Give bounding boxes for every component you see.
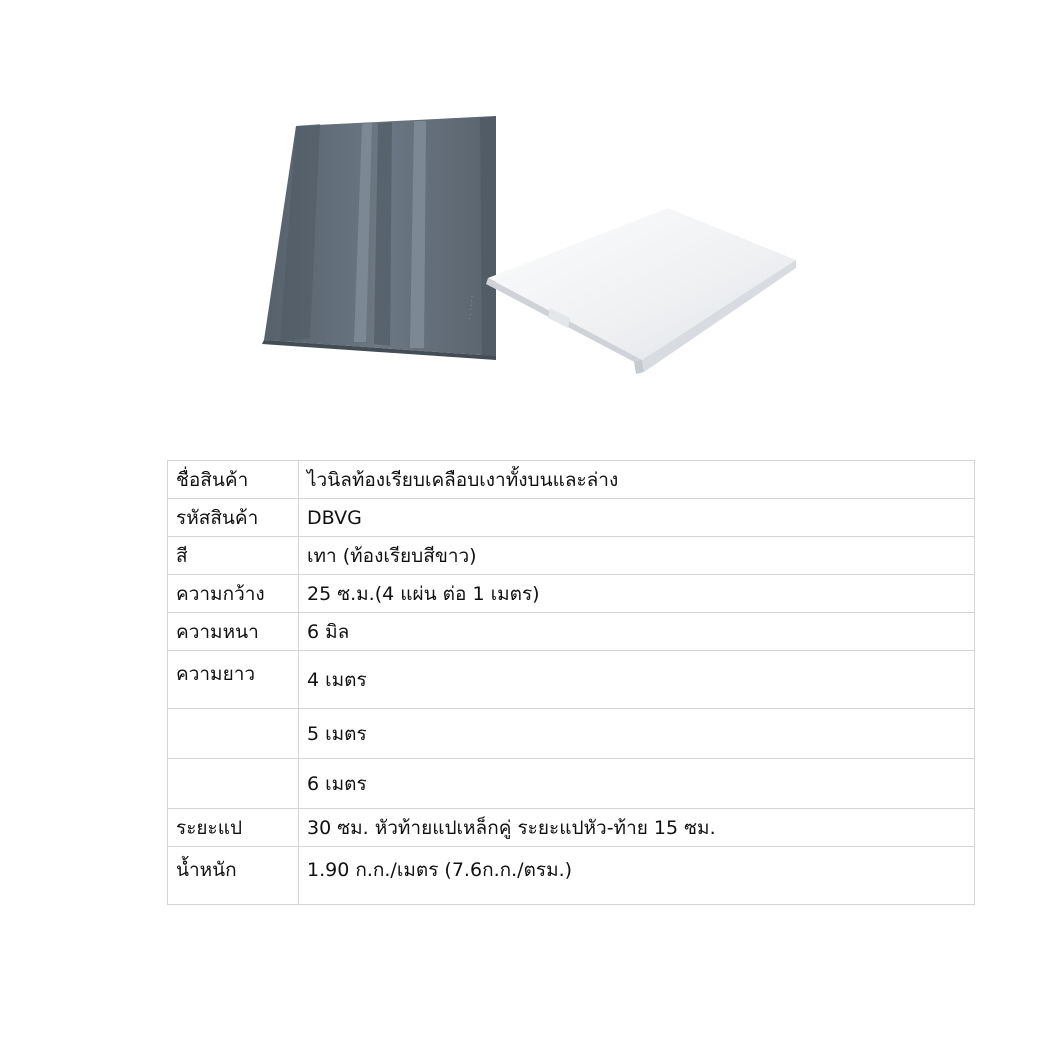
spec-label xyxy=(168,759,299,809)
spec-value: ไวนิลท้องเรียบเคลือบเงาทั้งบนและล่าง xyxy=(299,461,975,499)
spec-row-purlin xyxy=(168,809,975,847)
svg-text:· · · · · ·: · · · · · · xyxy=(466,295,477,321)
spec-value: 6 มิล xyxy=(299,613,975,651)
spec-label: รหัสสินค้า xyxy=(168,499,299,537)
spec-label: ความกว้าง xyxy=(168,575,299,613)
spec-row-length-3 xyxy=(168,759,975,809)
spec-label: น้ำหนัก xyxy=(168,847,299,905)
spec-label: ระยะแป xyxy=(168,809,299,847)
spec-row-length xyxy=(168,651,975,709)
spec-value: DBVG xyxy=(299,499,975,537)
gray-panel xyxy=(262,116,496,360)
spec-value: 1.90 ก.ก./เมตร (7.6ก.ก./ตรม.) xyxy=(299,847,975,905)
spec-row-width xyxy=(168,575,975,613)
spec-value: 4 เมตร xyxy=(299,651,975,709)
spec-label: ความหนา xyxy=(168,613,299,651)
spec-value: 5 เมตร xyxy=(299,709,975,759)
spec-row-weight xyxy=(168,847,975,905)
spec-label: ชื่อสินค้า xyxy=(168,461,299,499)
spec-label: สี xyxy=(168,537,299,575)
product-image xyxy=(250,110,810,390)
spec-label xyxy=(168,709,299,759)
white-panel xyxy=(486,208,796,374)
spec-row-thickness xyxy=(168,613,975,651)
spec-table xyxy=(167,460,975,905)
spec-value: เทา (ท้องเรียบสีขาว) xyxy=(299,537,975,575)
spec-row-color xyxy=(168,537,975,575)
spec-row-length-2 xyxy=(168,709,975,759)
spec-value: 6 เมตร xyxy=(299,759,975,809)
spec-row-name xyxy=(168,461,975,499)
spec-value: 25 ซ.ม.(4 แผ่น ต่อ 1 เมตร) xyxy=(299,575,975,613)
spec-row-code xyxy=(168,499,975,537)
spec-value: 30 ซม. หัวท้ายแปเหล็กคู่ ระยะแปหัว-ท้าย 15 ซม. xyxy=(299,809,975,847)
spec-label: ความยาว xyxy=(168,651,299,709)
